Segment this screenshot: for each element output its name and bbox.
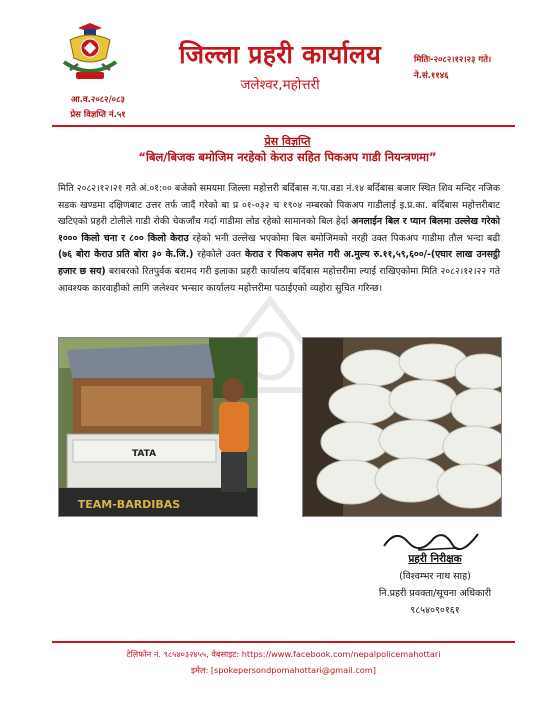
reference-no: ने.सं.११४६	[414, 71, 449, 81]
tata-sign-text: TATA	[131, 449, 157, 459]
signatory-phone: ९८५४०९०१६१	[410, 605, 460, 616]
body-part-1: मिति २०८२।१२।२१ गते अं.०१:०० बजेको समयमा जिल्ला महोत्तरी बर्दिबास न.पा.वडा नं.१४ बर्दिबास बजार स्थित शिव मन्दिर नजिक सडक खण्डमा दक्षिणबाट उत्तर तर्फ जादैं गरेको बा प्र ०१-०३२ च १९०४ नम्बरको पिकअप गाडीलाई इ.प्र.का. बर्दिबास महोत्तरीबाट खटिएको प्रहरी टोलीले गाडी रोकी चेकजाँच गर्दा गाडीमा लोड रहेको सामानको बिल हेर्दा	[58, 183, 500, 228]
signatory-title: प्रहरी निरीक्षक	[408, 553, 462, 565]
body-part-2: रहेको भनी उल्लेख भएकोमा बिल बमोजिमको नरही उक्त पिकअप गाडीमा तौल भन्दा बढी	[188, 232, 500, 244]
body-bold-3: केराउ र पिकअप समेत गरी अ.मुल्य रु.११,५९,६००/-(एघार लाख उनसट्ठी हजार छ सय)	[58, 249, 500, 277]
team-bardibas-text: TEAM-BARDIBAS	[77, 498, 181, 511]
footer-divider	[52, 641, 515, 643]
press-release-headline: “बिल/बिजक बमोजिम नरहेको केराउ सहित पिकअप गाडी नियन्त्रणमा”	[138, 150, 437, 164]
body-bold-1: अनलाईन बिल र प्यान बिलमा उल्लेख गरेको १००० किलो चना र ८०० किलो केराउ	[58, 216, 500, 244]
sacks-illustration	[303, 338, 502, 517]
body-part-3: रहेकोले उक्त	[193, 249, 245, 261]
press-release-title: प्रेस विज्ञप्ति	[264, 135, 311, 148]
office-place: जलेश्वर,महोत्तरी	[240, 77, 320, 93]
release-date: मितिः-२०८२।१२।२३ गते।	[414, 55, 492, 65]
sacks-photo	[302, 337, 502, 517]
fiscal-year: आ.व.२०८२/०८३	[71, 95, 125, 105]
right-meta	[414, 52, 526, 84]
body-bold-2: (७६ बोरा केराउ प्रति बोरा ३० के.जि.)	[58, 249, 194, 261]
signatory-name: (विश्वम्भर नाथ साह)	[399, 571, 471, 582]
footer-contact: टेलिफोन नं. ९८५४०३२४५५, वेबसाइट: https://www.facebook.com/nepalpolicemahottari	[126, 649, 441, 659]
pickup-truck-illustration	[59, 338, 258, 517]
body-part-4: बराबरको रितपुर्वक बरामद गरी इलाका प्रहरी कार्यालय बर्दिबास महोत्तरीमा ल्याई राखिएकोमा मिति २०८२।१२।२२ गते आवश्यक कारवाहीको लागि जलेश्वर भन्सार कार्यालय महोत्तरीमा पठाईएको व्यहोरा सुचित गरिन्छ।	[58, 265, 500, 294]
press-release-body	[58, 181, 500, 297]
header-divider	[52, 125, 515, 127]
nepal-police-emblem-icon	[56, 22, 124, 86]
signatory-block	[360, 551, 510, 619]
footer-email: इमेल: [spokepersondpomahottari@gmail.com]	[191, 665, 376, 675]
left-meta	[50, 93, 146, 123]
signatory-role: नि.प्रहरी प्रवक्ता/सूचना अधिकारी	[378, 588, 492, 599]
press-release-no: प्रेस विज्ञप्ति नं.५१	[70, 110, 126, 120]
office-title: जिल्ला प्रहरी कार्यालय	[179, 40, 381, 69]
pickup-truck-photo	[58, 337, 258, 517]
handwritten-signature	[378, 524, 488, 554]
